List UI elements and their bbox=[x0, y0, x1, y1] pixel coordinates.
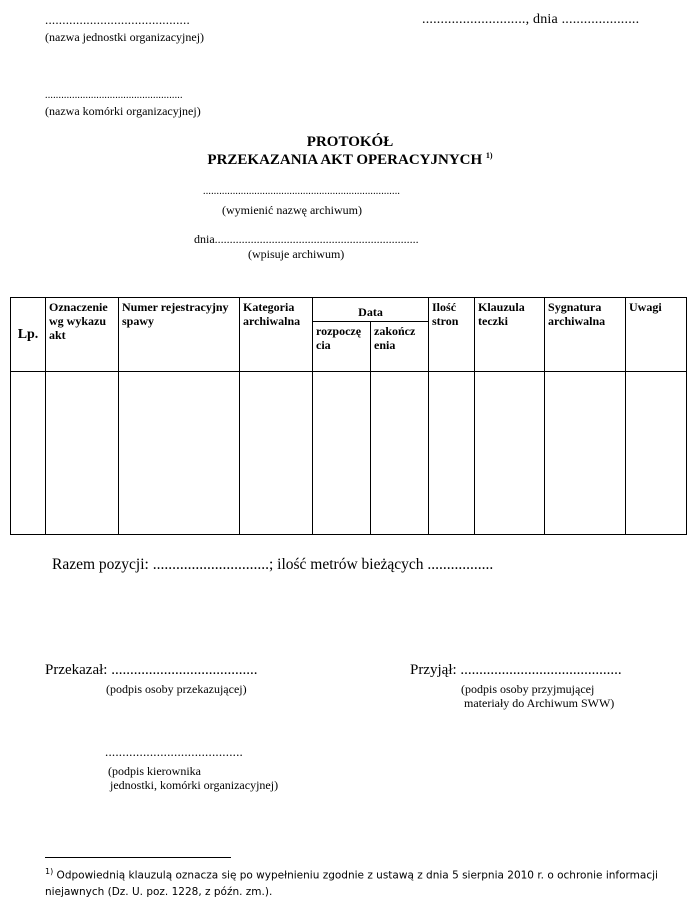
table-cell[interactable] bbox=[313, 372, 371, 535]
cell-name-caption: (nazwa komórki organizacyjnej) bbox=[45, 104, 201, 118]
przyjal-line: Przyjął: ........................................... bbox=[410, 662, 622, 678]
col-klauzula: Klauzula teczki bbox=[475, 298, 545, 372]
title-line-2: PRZEKAZANIA AKT OPERACYJNYCH bbox=[207, 152, 483, 168]
col-uwagi: Uwagi bbox=[626, 298, 687, 372]
unit-name-dots: .......................................... bbox=[45, 12, 190, 27]
place-date-line: ............................, dnia ..................... bbox=[422, 12, 640, 27]
table-cell[interactable] bbox=[429, 372, 475, 535]
table-cell[interactable] bbox=[545, 372, 626, 535]
cell-name-dots: ................................................... bbox=[45, 90, 183, 101]
document-subtitle bbox=[0, 151, 700, 169]
przyjal-caption-1: (podpis osoby przyjmującej bbox=[461, 682, 595, 696]
document-title bbox=[0, 134, 700, 151]
table-row bbox=[11, 372, 687, 535]
col-numer: Numer rejestracyjny spawy bbox=[119, 298, 240, 372]
table-cell[interactable] bbox=[371, 372, 429, 535]
przekazal-caption: (podpis osoby przekazującej) bbox=[106, 682, 247, 696]
archive-date-caption: (wpisuje archiwum) bbox=[248, 247, 345, 261]
kierownik-caption-1: (podpis kierownika bbox=[108, 764, 201, 778]
table-cell[interactable] bbox=[475, 372, 545, 535]
summary-line: Razem pozycji: ..............................; ilość metrów bieżących ................. bbox=[52, 556, 494, 573]
table-cell[interactable] bbox=[46, 372, 119, 535]
footnote-ref: 1) bbox=[45, 867, 54, 876]
transfer-table bbox=[10, 297, 687, 535]
archive-date-line: dnia.................................................................... bbox=[194, 232, 419, 246]
footnote bbox=[45, 864, 670, 900]
unit-name-caption: (nazwa jednostki organizacyjnej) bbox=[45, 30, 205, 44]
kierownik-dots: ........................................ bbox=[105, 744, 243, 759]
footnote-text: Odpowiednią klauzulą oznacza się po wypełnieniu zgodnie z ustawą z dnia 5 sierpnia 2010 r. o ochronie informacji niejawnych (Dz. U. poz. 1228, z późn. zm.). bbox=[45, 869, 658, 898]
col-sygnatura: Sygnatura archiwalna bbox=[545, 298, 626, 372]
archive-name-caption: (wymienić nazwę archiwum) bbox=[222, 203, 362, 217]
col-zakonczenia: zakończ enia bbox=[371, 322, 429, 372]
przekazal-line: Przekazał: ....................................... bbox=[45, 662, 258, 678]
table-cell[interactable] bbox=[240, 372, 313, 535]
archive-name-dots: ......................................................................... bbox=[203, 186, 401, 197]
col-lp: Lp. bbox=[11, 298, 46, 372]
col-ilosc: Ilość stron bbox=[429, 298, 475, 372]
table-cell[interactable] bbox=[119, 372, 240, 535]
col-rozpoczecia: rozpoczę cia bbox=[313, 322, 371, 372]
table-cell[interactable] bbox=[626, 372, 687, 535]
footnote-separator bbox=[45, 857, 231, 858]
col-oznaczenie: Oznaczenie wg wykazu akt bbox=[46, 298, 119, 372]
col-data: Data bbox=[313, 298, 429, 322]
kierownik-caption-2: jednostki, komórki organizacyjnej) bbox=[110, 778, 279, 792]
col-kategoria: Kategoria archiwalna bbox=[240, 298, 313, 372]
title-line-1: PROTOKÓŁ bbox=[306, 134, 394, 150]
title-footnote-ref: 1) bbox=[485, 151, 493, 160]
przyjal-caption-2: materiały do Archiwum SWW) bbox=[464, 696, 615, 710]
table-cell[interactable] bbox=[11, 372, 46, 535]
